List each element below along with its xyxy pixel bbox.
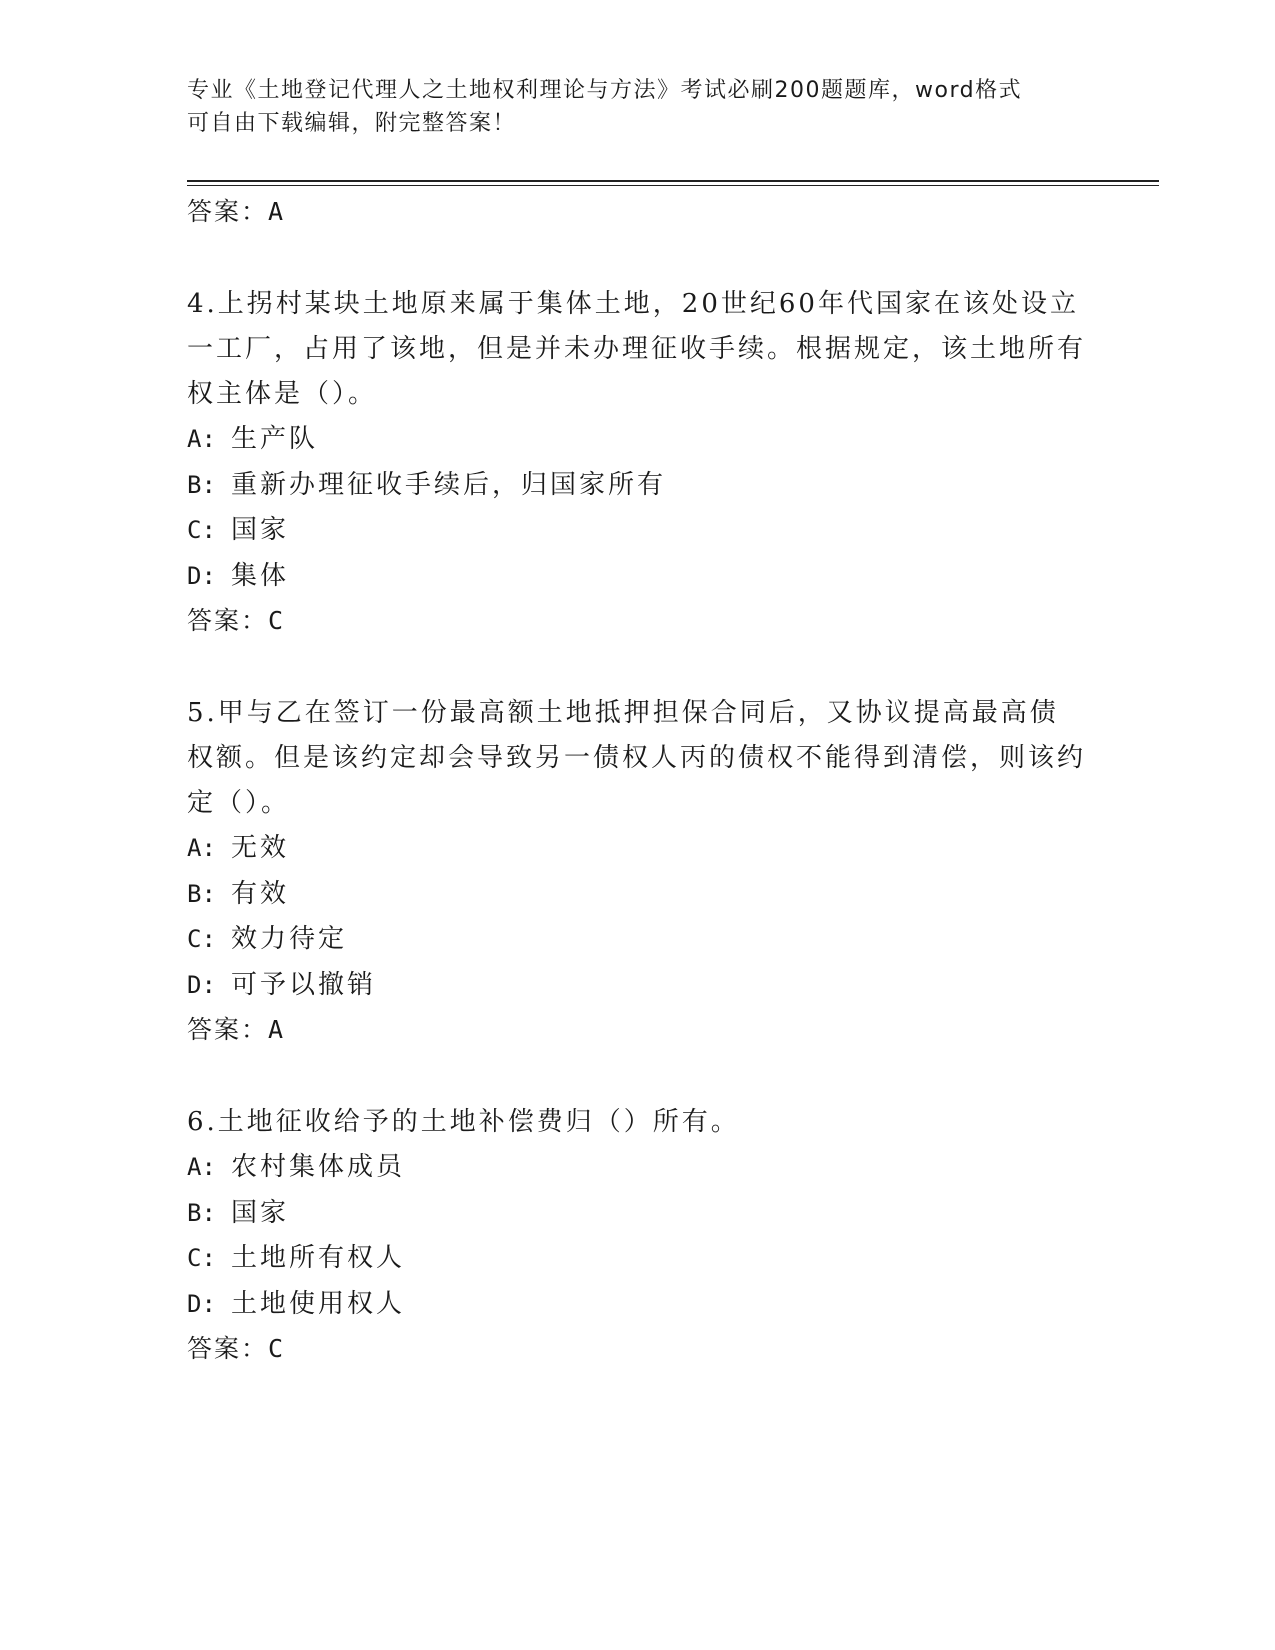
option-key: A: [187,834,216,862]
option-key: B: [187,879,216,908]
option-b [187,1191,1087,1237]
header-line-1: 专业《土地登记代理人之土地权利理论与方法》考试必刷200题题库，word格式 [187,78,1023,103]
option-text: 集体 [231,560,290,591]
answer-label: 答案： [187,606,269,635]
option-text: 土地使用权人 [231,1288,406,1319]
answer-label: 答案： [187,197,269,226]
option-key: D: [187,561,216,590]
answer-4 [187,599,1087,643]
option-d [187,1282,1087,1328]
option-a [187,1145,1087,1191]
question-6 [187,1100,1087,1371]
option-text: 土地所有权人 [231,1243,406,1273]
answer-value: A [268,197,286,226]
option-text: 重新办理征收手续后，归国家所有 [231,469,667,500]
option-c [187,1236,1087,1282]
option-d [187,963,1087,1009]
option-key: A: [187,1153,216,1181]
answer-6 [187,1327,1087,1371]
option-key: B: [187,1198,216,1227]
option-c [187,508,1087,554]
option-b [187,872,1087,918]
answer-label: 答案： [187,1015,269,1044]
option-a [187,417,1087,463]
option-key: C: [187,516,216,544]
option-text: 国家 [231,1197,290,1228]
answer-previous [187,190,1087,234]
option-text: 生产队 [231,424,319,454]
option-c [187,917,1087,963]
option-text: 农村集体成员 [231,1152,406,1182]
option-text: 国家 [231,515,290,545]
option-key: B: [187,470,216,499]
option-key: D: [187,1289,216,1318]
question-stem: 4.上拐村某块土地原来属于集体土地，20世纪60年代国家在该处设立一工厂，占用了该地，但是并未办理征收手续。根据规定，该土地所有权主体是（）。 [187,289,1087,409]
header-divider-thick [187,180,1159,182]
option-key: C: [187,925,216,953]
option-text: 有效 [231,878,290,909]
answer-value: C [268,606,286,635]
question-stem: 5.甲与乙在签订一份最高额土地抵押担保合同后，又协议提高最高债权额。但是该约定却会导致另一债权人丙的债权不能得到清偿，则该约定（）。 [187,698,1087,818]
question-stem: 6.土地征收给予的土地补偿费归（）所有。 [187,1107,740,1137]
answer-5 [187,1008,1087,1052]
question-5 [187,691,1087,1052]
option-d [187,554,1087,600]
answer-label: 答案： [187,1334,269,1363]
header-divider-thin [187,185,1159,186]
option-key: A: [187,425,216,453]
option-text: 可予以撤销 [231,969,377,1000]
question-4 [187,282,1087,643]
option-a [187,826,1087,872]
option-key: C: [187,1244,216,1272]
answer-value: A [268,1015,286,1044]
header-line-2: 可自由下载编辑，附完整答案！ [187,111,517,136]
option-text: 无效 [231,833,290,863]
document-header [187,74,1087,140]
option-b [187,463,1087,509]
answer-value: C [268,1334,286,1363]
question-list [187,190,1087,1371]
option-text: 效力待定 [231,924,348,954]
option-key: D: [187,970,216,999]
